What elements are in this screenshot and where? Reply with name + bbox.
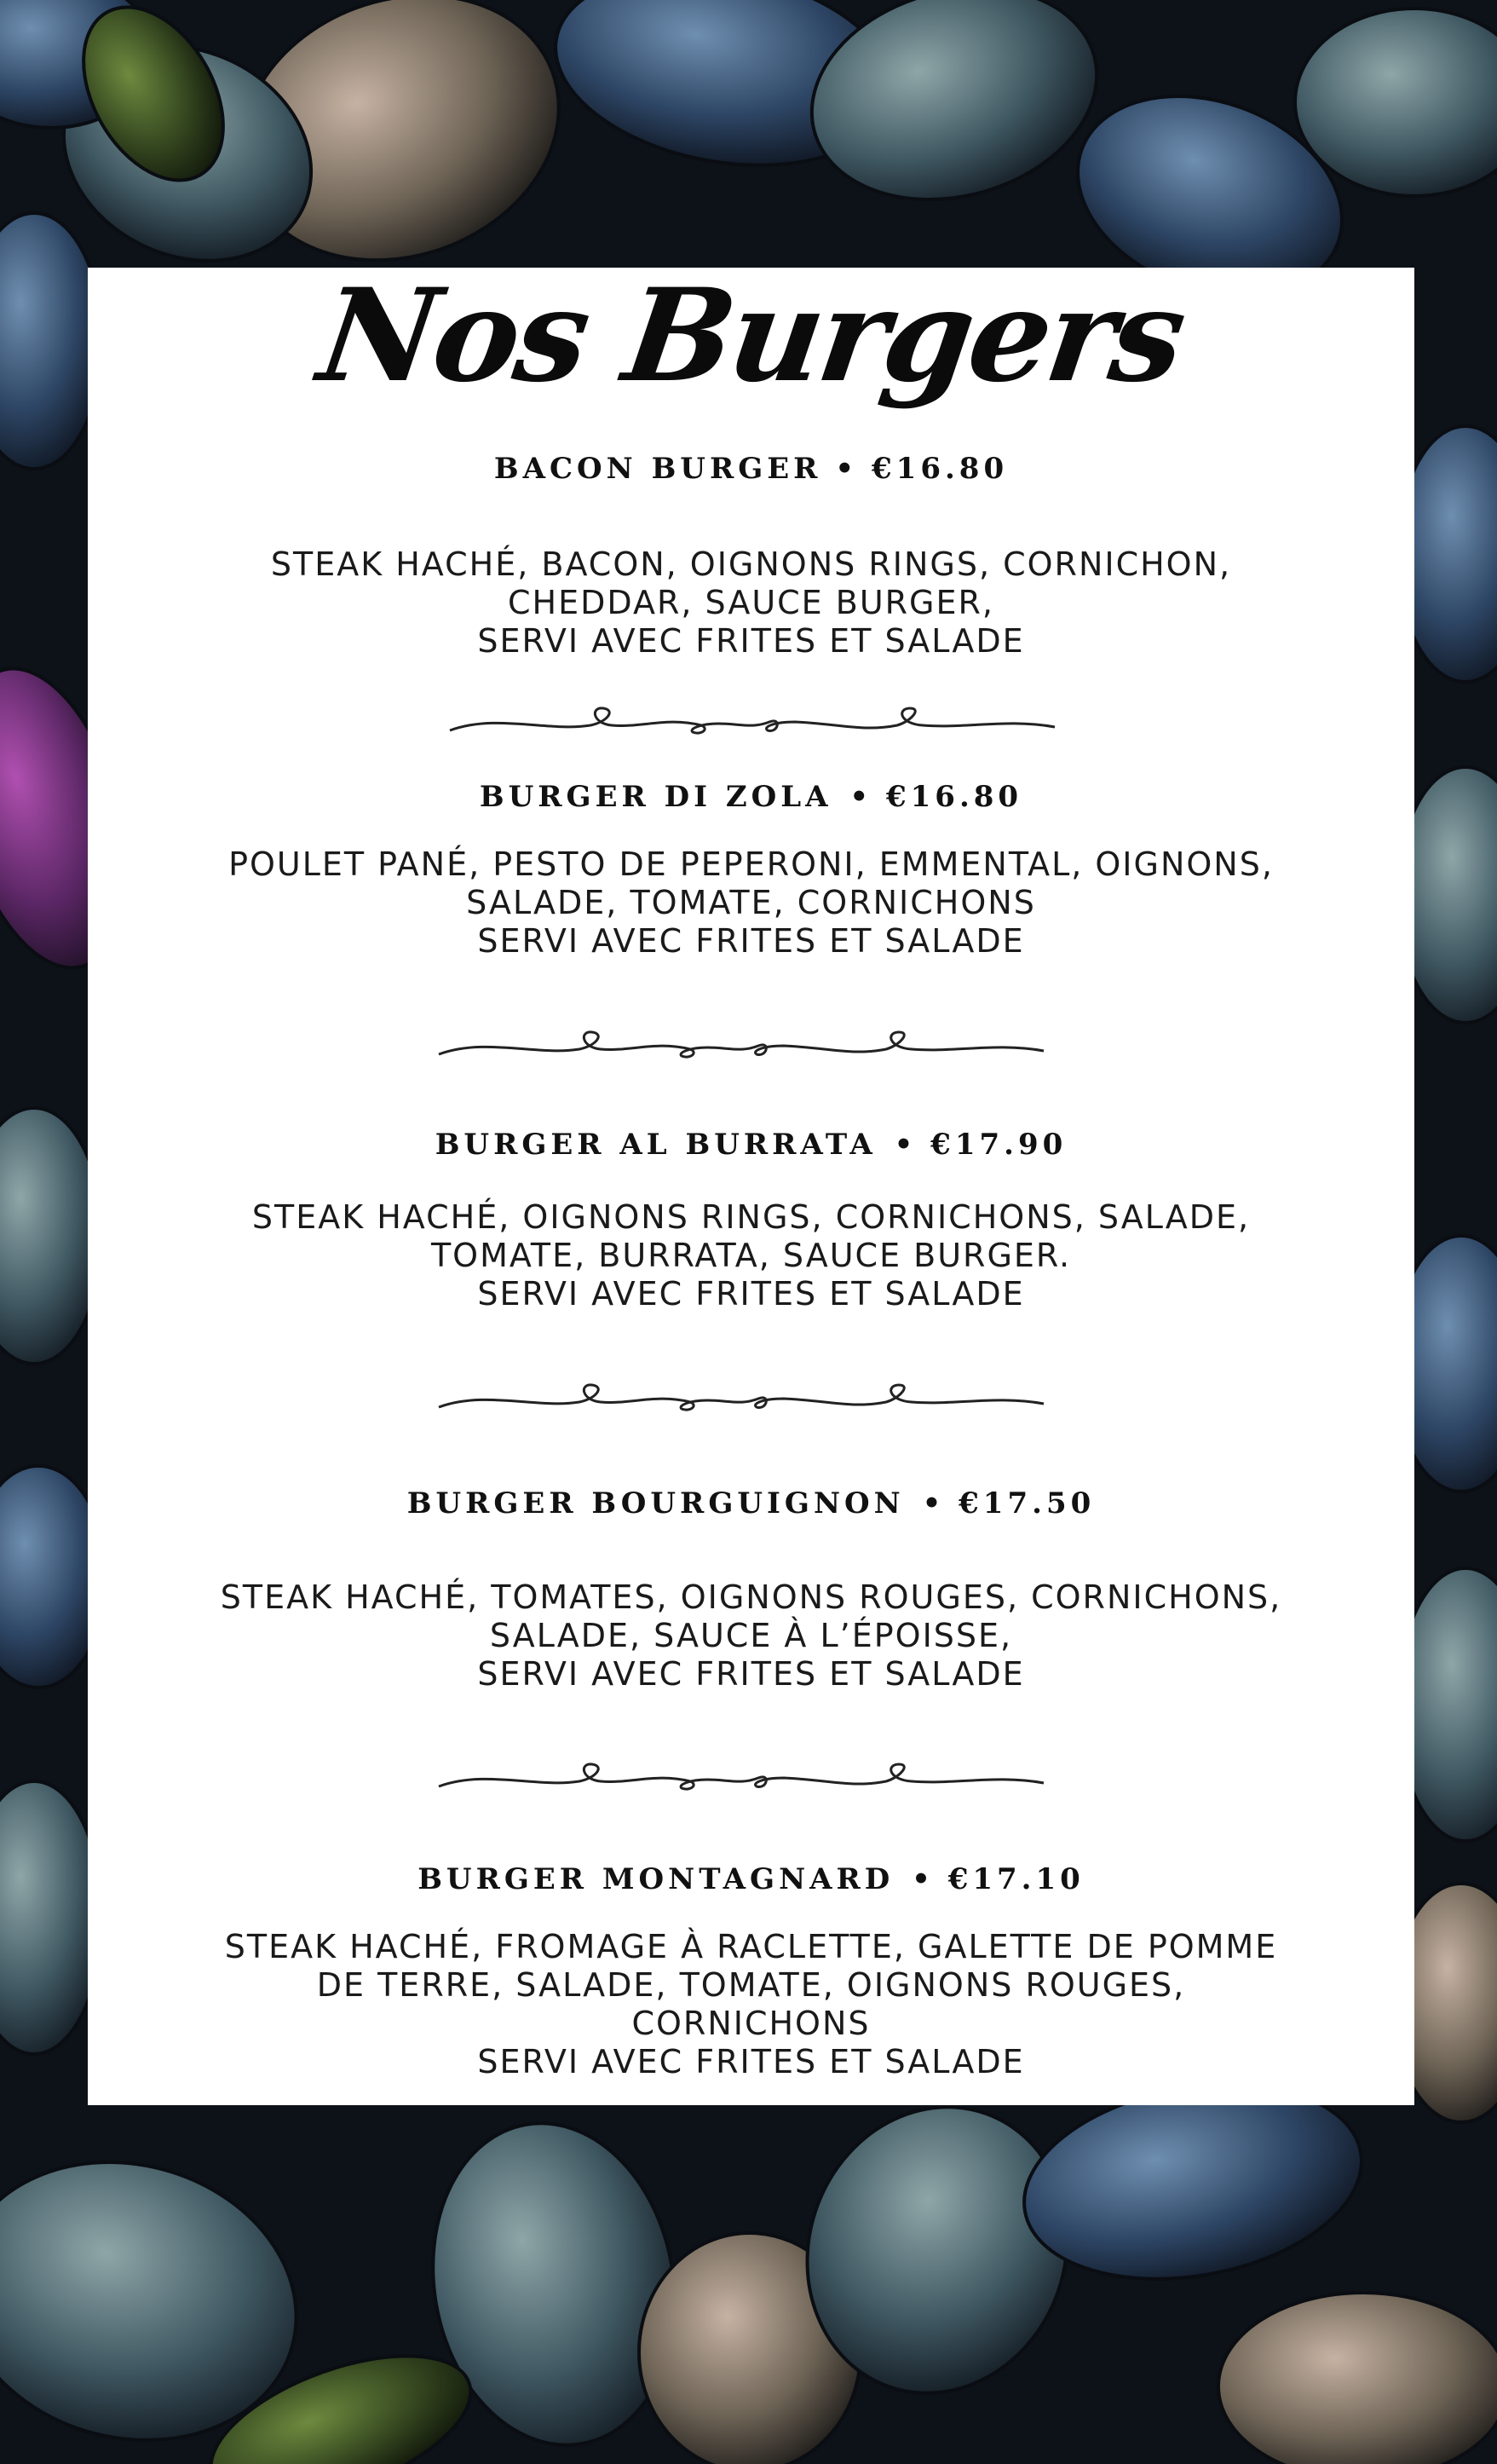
bullet-separator: • <box>835 452 855 486</box>
menu-item-price: €16.80 <box>885 780 1023 814</box>
menu-item-description <box>88 545 1414 661</box>
menu-item-description <box>88 845 1414 961</box>
menu-item-heading <box>88 1128 1414 1162</box>
menu-item-heading <box>88 1486 1414 1521</box>
menu-item-name: BURGER AL BURRATA <box>435 1128 877 1162</box>
menu-item-price: €17.10 <box>947 1862 1085 1896</box>
menu-item-name: BURGER DI ZOLA <box>479 780 832 814</box>
description-line: TOMATE, BURRATA, SAUCE BURGER. <box>430 1237 1072 1274</box>
description-line: STEAK HACHÉ, OIGNONS RINGS, CORNICHONS, SALADE, <box>251 1198 1251 1236</box>
description-line: CHEDDAR, SAUCE BURGER, <box>507 584 994 621</box>
flourish-divider <box>446 705 1059 747</box>
menu-item-description <box>88 1578 1414 1694</box>
description-line: SERVI AVEC FRITES ET SALADE <box>477 1275 1025 1313</box>
description-line: CORNICHONS <box>631 2005 871 2042</box>
menu-item-name: BURGER BOURGUIGNON <box>406 1486 905 1521</box>
bullet-separator: • <box>912 1862 930 1896</box>
bullet-separator: • <box>849 780 869 814</box>
menu-title: Nos Burgers <box>310 261 1192 411</box>
menu-item-price: €17.50 <box>959 1486 1096 1521</box>
menu-item-description <box>88 1198 1414 1313</box>
flourish-divider <box>435 1382 1048 1424</box>
menu-item-price: €17.90 <box>930 1128 1068 1162</box>
description-line: SERVI AVEC FRITES ET SALADE <box>477 622 1025 660</box>
menu-item-heading <box>88 780 1414 814</box>
menu-item-heading <box>88 1862 1414 1896</box>
description-line: SERVI AVEC FRITES ET SALADE <box>477 1655 1025 1693</box>
bullet-separator: • <box>894 1128 913 1162</box>
flourish-divider <box>435 1761 1048 1803</box>
menu-item-heading <box>88 452 1414 486</box>
description-line: POULET PANÉ, PESTO DE PEPERONI, EMMENTAL, OIGNONS, <box>228 845 1274 883</box>
bullet-separator: • <box>922 1486 941 1521</box>
flourish-divider <box>435 1029 1048 1071</box>
menu-item-name: BACON BURGER <box>493 452 822 486</box>
description-line: STEAK HACHÉ, FROMAGE À RACLETTE, GALETTE DE POMME <box>224 1928 1278 1965</box>
description-line: STEAK HACHÉ, TOMATES, OIGNONS ROUGES, CORNICHONS, <box>220 1578 1282 1616</box>
description-line: STEAK HACHÉ, BACON, OIGNONS RINGS, CORNICHON, <box>270 545 1232 583</box>
menu-item-description <box>88 1928 1414 2081</box>
description-line: SALADE, TOMATE, CORNICHONS <box>466 884 1036 921</box>
menu-item-price: €16.80 <box>872 452 1009 486</box>
menu-card <box>88 261 1414 2105</box>
description-line: SERVI AVEC FRITES ET SALADE <box>477 922 1025 960</box>
description-line: SALADE, SAUCE À L’ÉPOISSE, <box>489 1617 1013 1654</box>
description-line: SERVI AVEC FRITES ET SALADE <box>477 2043 1025 2080</box>
menu-item-name: BURGER MONTAGNARD <box>417 1862 895 1896</box>
description-line: DE TERRE, SALADE, TOMATE, OIGNONS ROUGES, <box>316 1966 1186 2004</box>
